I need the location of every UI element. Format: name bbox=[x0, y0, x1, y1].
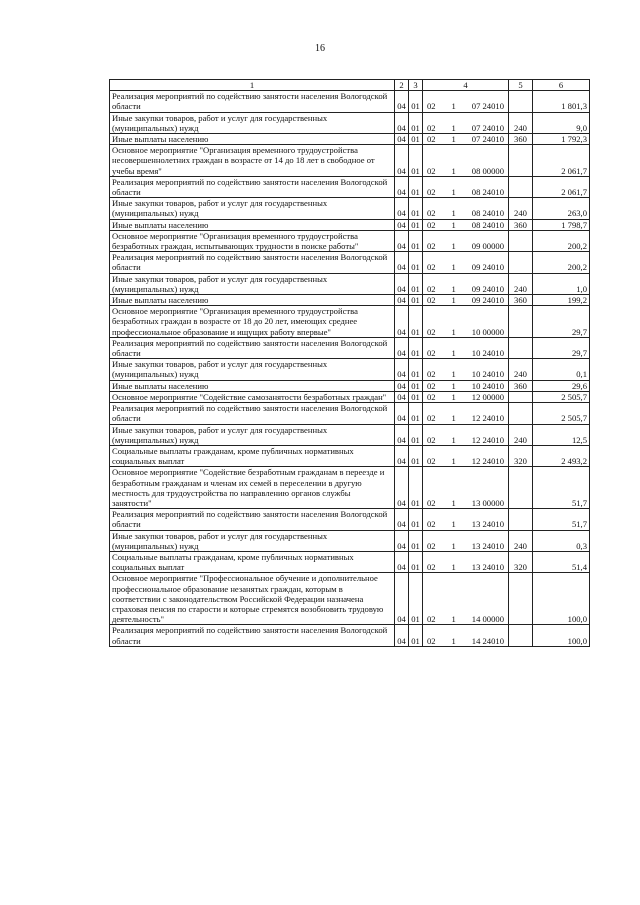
amount: 200,2 bbox=[533, 252, 590, 273]
section-code: 04 bbox=[395, 273, 409, 294]
csr-part: 02 bbox=[427, 134, 436, 145]
section-code: 04 bbox=[395, 573, 409, 625]
section-code: 04 bbox=[395, 403, 409, 424]
csr-part: 02 bbox=[427, 635, 436, 646]
expense-type-code bbox=[509, 230, 533, 251]
target-article-code bbox=[423, 551, 509, 572]
subsection-code: 01 bbox=[409, 573, 423, 625]
csr-part: 02 bbox=[427, 614, 436, 625]
expense-type-code: 360 bbox=[509, 295, 533, 306]
csr-part: 1 bbox=[451, 122, 456, 133]
col-header-1: 1 bbox=[110, 80, 395, 91]
table-row bbox=[110, 573, 590, 625]
table-row bbox=[110, 112, 590, 133]
expense-type-code: 360 bbox=[509, 380, 533, 391]
csr-part: 02 bbox=[427, 369, 436, 380]
row-name: Реализация мероприятий по содействию занятости населения Вологодской области bbox=[110, 509, 395, 530]
csr-part: 02 bbox=[427, 380, 436, 391]
csr-part: 02 bbox=[427, 295, 436, 306]
amount: 51,7 bbox=[533, 509, 590, 530]
table-row bbox=[110, 219, 590, 230]
table-row bbox=[110, 295, 590, 306]
target-article-code bbox=[423, 176, 509, 197]
amount: 0,3 bbox=[533, 530, 590, 551]
target-article-code bbox=[423, 391, 509, 402]
subsection-code: 01 bbox=[409, 198, 423, 219]
csr-part: 02 bbox=[427, 208, 436, 219]
csr-part: 1 bbox=[451, 101, 456, 112]
subsection-code: 01 bbox=[409, 337, 423, 358]
csr-part: 1 bbox=[451, 348, 456, 359]
table-row bbox=[110, 198, 590, 219]
csr-part: 1 bbox=[451, 614, 456, 625]
csr-part: 1 bbox=[451, 497, 456, 508]
csr-part: 02 bbox=[427, 497, 436, 508]
table-row bbox=[110, 509, 590, 530]
row-name: Основное мероприятие "Организация временного трудоустройства несовершеннолетних граждан в возрасте от 14 до 18 лет в свободное от учебы время" bbox=[110, 145, 395, 177]
csr-part: 1 bbox=[451, 326, 456, 337]
target-article-code bbox=[423, 403, 509, 424]
table-row bbox=[110, 380, 590, 391]
csr-part: 09 24010 bbox=[471, 262, 504, 273]
csr-part: 12 24010 bbox=[471, 413, 504, 424]
subsection-code: 01 bbox=[409, 424, 423, 445]
budget-table bbox=[109, 79, 590, 647]
target-article-code bbox=[423, 445, 509, 466]
amount: 1 792,3 bbox=[533, 134, 590, 145]
expense-type-code: 360 bbox=[509, 134, 533, 145]
csr-part: 10 24010 bbox=[471, 380, 504, 391]
target-article-code bbox=[423, 252, 509, 273]
table-row bbox=[110, 530, 590, 551]
csr-part: 02 bbox=[427, 562, 436, 573]
section-code: 04 bbox=[395, 295, 409, 306]
amount: 51,7 bbox=[533, 467, 590, 509]
row-name: Иные закупки товаров, работ и услуг для государственных (муниципальных) нужд bbox=[110, 530, 395, 551]
csr-part: 02 bbox=[427, 241, 436, 252]
csr-part: 02 bbox=[427, 540, 436, 551]
csr-part: 02 bbox=[427, 391, 436, 402]
csr-part: 10 24010 bbox=[471, 348, 504, 359]
target-article-code bbox=[423, 112, 509, 133]
section-code: 04 bbox=[395, 112, 409, 133]
csr-part: 10 00000 bbox=[471, 326, 504, 337]
subsection-code: 01 bbox=[409, 391, 423, 402]
csr-part: 1 bbox=[451, 219, 456, 230]
csr-part: 09 00000 bbox=[471, 241, 504, 252]
target-article-code bbox=[423, 424, 509, 445]
row-name: Иные выплаты населению bbox=[110, 219, 395, 230]
row-name: Иные закупки товаров, работ и услуг для государственных (муниципальных) нужд bbox=[110, 273, 395, 294]
section-code: 04 bbox=[395, 359, 409, 380]
section-code: 04 bbox=[395, 337, 409, 358]
target-article-code bbox=[423, 219, 509, 230]
csr-part: 02 bbox=[427, 519, 436, 530]
section-code: 04 bbox=[395, 134, 409, 145]
col-header-2: 2 bbox=[395, 80, 409, 91]
table-row bbox=[110, 424, 590, 445]
expense-type-code: 240 bbox=[509, 198, 533, 219]
csr-part: 1 bbox=[451, 241, 456, 252]
col-header-3: 3 bbox=[409, 80, 423, 91]
subsection-code: 01 bbox=[409, 219, 423, 230]
amount: 1 801,3 bbox=[533, 91, 590, 112]
expense-type-code bbox=[509, 391, 533, 402]
subsection-code: 01 bbox=[409, 230, 423, 251]
csr-part: 02 bbox=[427, 456, 436, 467]
amount: 2 493,2 bbox=[533, 445, 590, 466]
csr-part: 02 bbox=[427, 348, 436, 359]
subsection-code: 01 bbox=[409, 467, 423, 509]
table-row bbox=[110, 145, 590, 177]
table-row bbox=[110, 403, 590, 424]
amount: 2 505,7 bbox=[533, 391, 590, 402]
col-header-6: 6 bbox=[533, 80, 590, 91]
table-row bbox=[110, 176, 590, 197]
expense-type-code bbox=[509, 509, 533, 530]
table-row bbox=[110, 625, 590, 646]
csr-part: 1 bbox=[451, 262, 456, 273]
row-name: Иные закупки товаров, работ и услуг для государственных (муниципальных) нужд bbox=[110, 424, 395, 445]
section-code: 04 bbox=[395, 91, 409, 112]
row-name: Реализация мероприятий по содействию занятости населения Вологодской области bbox=[110, 337, 395, 358]
table-row bbox=[110, 134, 590, 145]
subsection-code: 01 bbox=[409, 380, 423, 391]
expense-type-code bbox=[509, 176, 533, 197]
target-article-code bbox=[423, 530, 509, 551]
target-article-code bbox=[423, 145, 509, 177]
col-header-4: 4 bbox=[423, 80, 509, 91]
csr-part: 08 24010 bbox=[471, 219, 504, 230]
csr-part: 12 24010 bbox=[471, 456, 504, 467]
row-name: Иные выплаты населению bbox=[110, 134, 395, 145]
expense-type-code: 360 bbox=[509, 219, 533, 230]
expense-type-code: 320 bbox=[509, 551, 533, 572]
target-article-code bbox=[423, 306, 509, 338]
table-row bbox=[110, 252, 590, 273]
expense-type-code bbox=[509, 145, 533, 177]
target-article-code bbox=[423, 273, 509, 294]
subsection-code: 01 bbox=[409, 306, 423, 338]
target-article-code bbox=[423, 573, 509, 625]
expense-type-code: 240 bbox=[509, 273, 533, 294]
target-article-code bbox=[423, 134, 509, 145]
amount: 2 505,7 bbox=[533, 403, 590, 424]
row-name: Основное мероприятие "Содействие самозанятости безработных граждан" bbox=[110, 391, 395, 402]
row-name: Реализация мероприятий по содействию занятости населения Вологодской области bbox=[110, 403, 395, 424]
amount: 9,0 bbox=[533, 112, 590, 133]
section-code: 04 bbox=[395, 424, 409, 445]
section-code: 04 bbox=[395, 551, 409, 572]
csr-part: 13 24010 bbox=[471, 562, 504, 573]
section-code: 04 bbox=[395, 145, 409, 177]
section-code: 04 bbox=[395, 530, 409, 551]
section-code: 04 bbox=[395, 306, 409, 338]
csr-part: 09 24010 bbox=[471, 283, 504, 294]
row-name: Иные закупки товаров, работ и услуг для государственных (муниципальных) нужд bbox=[110, 359, 395, 380]
section-code: 04 bbox=[395, 445, 409, 466]
target-article-code bbox=[423, 467, 509, 509]
table-row bbox=[110, 337, 590, 358]
col-header-5: 5 bbox=[509, 80, 533, 91]
subsection-code: 01 bbox=[409, 359, 423, 380]
subsection-code: 01 bbox=[409, 509, 423, 530]
expense-type-code bbox=[509, 573, 533, 625]
row-name: Социальные выплаты гражданам, кроме публичных нормативных социальных выплат bbox=[110, 445, 395, 466]
table-row bbox=[110, 306, 590, 338]
target-article-code bbox=[423, 359, 509, 380]
amount: 2 061,7 bbox=[533, 176, 590, 197]
subsection-code: 01 bbox=[409, 295, 423, 306]
csr-part: 02 bbox=[427, 165, 436, 176]
section-code: 04 bbox=[395, 230, 409, 251]
table-header-row bbox=[110, 80, 590, 91]
csr-part: 02 bbox=[427, 187, 436, 198]
csr-part: 13 24010 bbox=[471, 540, 504, 551]
subsection-code: 01 bbox=[409, 134, 423, 145]
expense-type-code: 240 bbox=[509, 424, 533, 445]
subsection-code: 01 bbox=[409, 252, 423, 273]
expense-type-code bbox=[509, 91, 533, 112]
subsection-code: 01 bbox=[409, 551, 423, 572]
section-code: 04 bbox=[395, 625, 409, 646]
row-name: Социальные выплаты гражданам, кроме публичных нормативных социальных выплат bbox=[110, 551, 395, 572]
csr-part: 08 00000 bbox=[471, 165, 504, 176]
csr-part: 09 24010 bbox=[471, 295, 504, 306]
amount: 12,5 bbox=[533, 424, 590, 445]
amount: 100,0 bbox=[533, 573, 590, 625]
table-row bbox=[110, 230, 590, 251]
row-name: Основное мероприятие "Организация временного трудоустройства безработных граждан, испытывающих трудности в поиске работы" bbox=[110, 230, 395, 251]
target-article-code bbox=[423, 625, 509, 646]
table-row bbox=[110, 467, 590, 509]
target-article-code bbox=[423, 295, 509, 306]
amount: 199,2 bbox=[533, 295, 590, 306]
csr-part: 1 bbox=[451, 456, 456, 467]
page-number: 16 bbox=[315, 43, 325, 54]
table-row bbox=[110, 391, 590, 402]
csr-part: 02 bbox=[427, 283, 436, 294]
amount: 29,6 bbox=[533, 380, 590, 391]
section-code: 04 bbox=[395, 467, 409, 509]
amount: 29,7 bbox=[533, 306, 590, 338]
expense-type-code: 320 bbox=[509, 445, 533, 466]
amount: 100,0 bbox=[533, 625, 590, 646]
target-article-code bbox=[423, 198, 509, 219]
subsection-code: 01 bbox=[409, 176, 423, 197]
row-name: Реализация мероприятий по содействию занятости населения Вологодской области bbox=[110, 91, 395, 112]
csr-part: 1 bbox=[451, 208, 456, 219]
csr-part: 1 bbox=[451, 519, 456, 530]
target-article-code bbox=[423, 230, 509, 251]
csr-part: 1 bbox=[451, 295, 456, 306]
row-name: Иные выплаты населению bbox=[110, 380, 395, 391]
csr-part: 07 24010 bbox=[471, 134, 504, 145]
expense-type-code bbox=[509, 467, 533, 509]
subsection-code: 01 bbox=[409, 403, 423, 424]
target-article-code bbox=[423, 509, 509, 530]
csr-part: 1 bbox=[451, 187, 456, 198]
amount: 200,2 bbox=[533, 230, 590, 251]
expense-type-code bbox=[509, 625, 533, 646]
subsection-code: 01 bbox=[409, 145, 423, 177]
amount: 29,7 bbox=[533, 337, 590, 358]
row-name: Реализация мероприятий по содействию занятости населения Вологодской области bbox=[110, 176, 395, 197]
csr-part: 02 bbox=[427, 434, 436, 445]
subsection-code: 01 bbox=[409, 445, 423, 466]
row-name: Основное мероприятие "Профессиональное обучение и дополнительное профессиональное образование незанятых граждан, которым в соответствии с законодательством Российской Федерации назначена страховая пенсия по старости и которые стремятся возобновить трудовую деятельность" bbox=[110, 573, 395, 625]
amount: 1,0 bbox=[533, 273, 590, 294]
csr-part: 13 00000 bbox=[471, 497, 504, 508]
table-row bbox=[110, 551, 590, 572]
expense-type-code: 240 bbox=[509, 530, 533, 551]
section-code: 04 bbox=[395, 509, 409, 530]
target-article-code bbox=[423, 380, 509, 391]
row-name: Реализация мероприятий по содействию занятости населения Вологодской области bbox=[110, 252, 395, 273]
csr-part: 1 bbox=[451, 165, 456, 176]
table-row bbox=[110, 445, 590, 466]
row-name: Иные закупки товаров, работ и услуг для государственных (муниципальных) нужд bbox=[110, 198, 395, 219]
csr-part: 10 24010 bbox=[471, 369, 504, 380]
csr-part: 1 bbox=[451, 283, 456, 294]
amount: 2 061,7 bbox=[533, 145, 590, 177]
csr-part: 1 bbox=[451, 369, 456, 380]
section-code: 04 bbox=[395, 252, 409, 273]
table-row bbox=[110, 273, 590, 294]
csr-part: 02 bbox=[427, 219, 436, 230]
expense-type-code: 240 bbox=[509, 359, 533, 380]
expense-type-code bbox=[509, 403, 533, 424]
target-article-code bbox=[423, 91, 509, 112]
csr-part: 02 bbox=[427, 413, 436, 424]
section-code: 04 bbox=[395, 391, 409, 402]
csr-part: 1 bbox=[451, 134, 456, 145]
csr-part: 07 24010 bbox=[471, 122, 504, 133]
csr-part: 1 bbox=[451, 391, 456, 402]
subsection-code: 01 bbox=[409, 91, 423, 112]
row-name: Иные закупки товаров, работ и услуг для государственных (муниципальных) нужд bbox=[110, 112, 395, 133]
expense-type-code bbox=[509, 337, 533, 358]
section-code: 04 bbox=[395, 219, 409, 230]
csr-part: 13 24010 bbox=[471, 519, 504, 530]
row-name: Реализация мероприятий по содействию занятости населения Вологодской области bbox=[110, 625, 395, 646]
csr-part: 07 24010 bbox=[471, 101, 504, 112]
expense-type-code bbox=[509, 306, 533, 338]
csr-part: 12 00000 bbox=[471, 391, 504, 402]
csr-part: 1 bbox=[451, 380, 456, 391]
section-code: 04 bbox=[395, 380, 409, 391]
csr-part: 14 24010 bbox=[471, 635, 504, 646]
csr-part: 14 00000 bbox=[471, 614, 504, 625]
csr-part: 02 bbox=[427, 262, 436, 273]
csr-part: 1 bbox=[451, 562, 456, 573]
expense-type-code bbox=[509, 252, 533, 273]
subsection-code: 01 bbox=[409, 273, 423, 294]
subsection-code: 01 bbox=[409, 112, 423, 133]
csr-part: 08 24010 bbox=[471, 187, 504, 198]
csr-part: 02 bbox=[427, 101, 436, 112]
amount: 263,0 bbox=[533, 198, 590, 219]
section-code: 04 bbox=[395, 198, 409, 219]
csr-part: 1 bbox=[451, 635, 456, 646]
row-name: Основное мероприятие "Организация временного трудоустройства безработных граждан в возрасте от 18 до 20 лет, имеющих среднее профессиональное образование и ищущих работу впервые" bbox=[110, 306, 395, 338]
csr-part: 08 24010 bbox=[471, 208, 504, 219]
subsection-code: 01 bbox=[409, 625, 423, 646]
csr-part: 02 bbox=[427, 122, 436, 133]
row-name: Иные выплаты населению bbox=[110, 295, 395, 306]
section-code: 04 bbox=[395, 176, 409, 197]
amount: 1 798,7 bbox=[533, 219, 590, 230]
row-name: Основное мероприятие "Содействие безработным гражданам в переезде и безработным гражданам и членам их семей в переселении в другую местность для трудоустройства по направлению органов службы занятости" bbox=[110, 467, 395, 509]
csr-part: 1 bbox=[451, 413, 456, 424]
subsection-code: 01 bbox=[409, 530, 423, 551]
expense-type-code: 240 bbox=[509, 112, 533, 133]
table-row bbox=[110, 359, 590, 380]
csr-part: 1 bbox=[451, 434, 456, 445]
csr-part: 1 bbox=[451, 540, 456, 551]
target-article-code bbox=[423, 337, 509, 358]
csr-part: 12 24010 bbox=[471, 434, 504, 445]
amount: 51,4 bbox=[533, 551, 590, 572]
csr-part: 02 bbox=[427, 326, 436, 337]
table-row bbox=[110, 91, 590, 112]
amount: 0,1 bbox=[533, 359, 590, 380]
